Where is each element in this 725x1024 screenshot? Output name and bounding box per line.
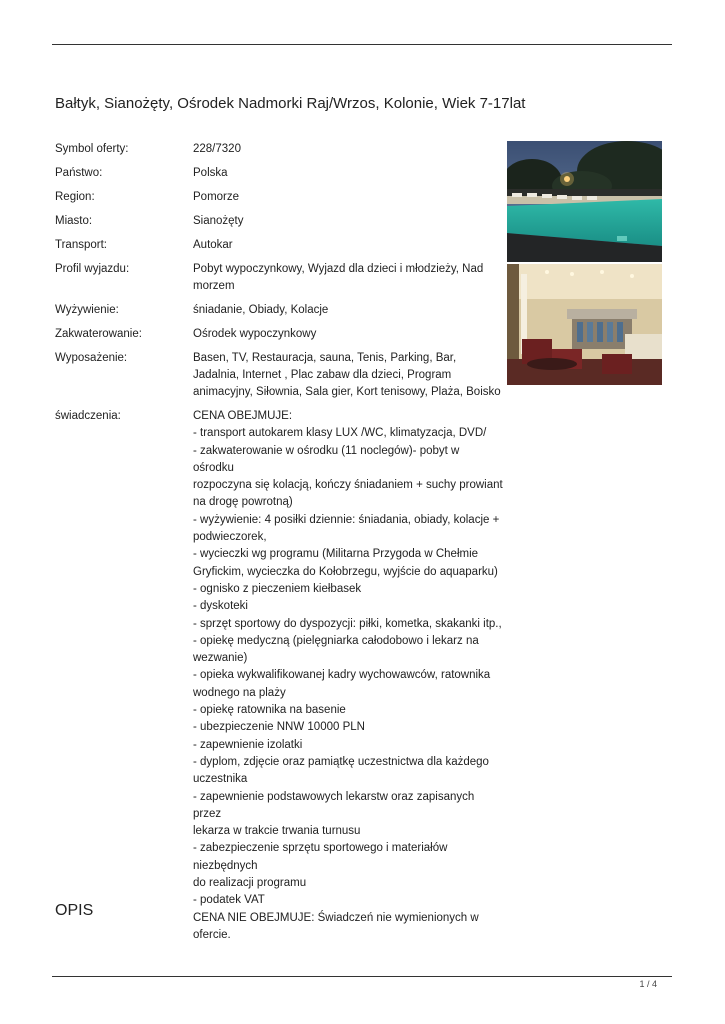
offer-specs: [55, 141, 505, 951]
spec-row-meals: [55, 302, 505, 319]
spec-value: Ośrodek wypoczynkowy: [193, 328, 317, 340]
spec-row-transport: [55, 237, 505, 254]
benefit-line: - zakwaterowanie w ośrodku (11 noclegów)- pobyt w ośrodku: [193, 444, 460, 474]
benefit-line: lekarza w trakcie trwania turnusu: [193, 825, 361, 838]
spec-value: Autokar: [193, 239, 233, 251]
benefit-line: - zapewnienie podstawowych lekarstw oraz zapisanych przez: [193, 790, 475, 820]
bar-interior-photo: [507, 264, 662, 385]
benefit-line: na drogę powrotną): [193, 496, 293, 509]
benefit-line: wezwanie): [193, 652, 248, 665]
spec-row-accommodation: [55, 326, 505, 343]
spec-value: Basen, TV, Restauracja, sauna, Tenis, Parking, Bar, Jadalnia, Internet , Plac zabaw dla dzieci, Program animacyjny, Siłownia, Sala gier, Kort tenisowy, Plaża, Boisko: [193, 352, 501, 398]
footer-rule: [52, 976, 672, 977]
benefit-line: rozpoczyna się kolacją, kończy śniadaniem + suchy prowiant: [193, 479, 503, 492]
benefit-line: uczestnika: [193, 773, 248, 786]
benefit-line: podwieczorek,: [193, 531, 267, 544]
benefit-line: - wycieczki wg programu (Militarna Przygoda w Chełmie: [193, 548, 479, 561]
benefit-line: - opiekę ratownika na basenie: [193, 704, 346, 717]
benefit-line: - zapewnienie izolatki: [193, 738, 303, 751]
spec-label: Zakwaterowanie:: [55, 328, 142, 340]
spec-label: Wyposażenie:: [55, 352, 128, 364]
spec-row-benefits: [55, 408, 505, 944]
benefit-line: - podatek VAT: [193, 894, 265, 907]
spec-value: Pomorze: [193, 191, 240, 203]
section-heading-opis: OPIS: [55, 902, 94, 919]
benefit-line: - sprzęt sportowy do dyspozycji: piłki, kometka, skakanki itp.,: [193, 617, 502, 630]
spec-row-country: [55, 165, 505, 182]
benefit-line: - transport autokarem klasy LUX /WC, klimatyzacja, DVD/: [193, 427, 487, 440]
spec-label: Wyżywienie:: [55, 304, 119, 316]
spec-value: śniadanie, Obiady, Kolacje: [193, 304, 329, 316]
benefit-line: wodnego na plaży: [193, 686, 286, 699]
benefit-line: - dyplom, zdjęcie oraz pamiątkę uczestnictwa dla każdego: [193, 755, 489, 768]
spec-row-amenities: [55, 350, 505, 401]
offer-title: Bałtyk, Sianożęty, Ośrodek Nadmorki Raj/Wrzos, Kolonie, Wiek 7-17lat: [55, 95, 526, 112]
benefit-line: Gryfickim, wycieczka do Kołobrzegu, wyjście do aquaparku): [193, 565, 498, 578]
spec-row-profile: [55, 261, 505, 295]
spec-label: świadczenia:: [55, 410, 121, 422]
spec-row-city: [55, 213, 505, 230]
benefit-line: do realizacji programu: [193, 877, 307, 890]
benefit-line: CENA NIE OBEJMUJE: Świadczeń nie wymienionych w: [193, 911, 479, 924]
spec-label: Państwo:: [55, 167, 103, 179]
benefit-line: - zabezpieczenie sprzętu sportowego i materiałów niezbędnych: [193, 842, 448, 872]
benefit-line: - opiekę medyczną (pielęgniarka całodobowo i lekarz na: [193, 634, 479, 647]
pool-photo: [507, 141, 662, 262]
spec-label: Miasto:: [55, 215, 93, 227]
spec-value: Pobyt wypoczynkowy, Wyjazd dla dzieci i młodzieży, Nad morzem: [193, 263, 484, 292]
page-number: 1 / 4: [639, 979, 657, 989]
benefit-line: ofercie.: [193, 928, 231, 941]
benefit-line: - dyskoteki: [193, 600, 248, 613]
benefit-line: - ognisko z pieczeniem kiełbasek: [193, 582, 362, 595]
benefits-list: [193, 408, 503, 944]
benefit-line: - opieka wykwalifikowanej kadry wychowawców, ratownika: [193, 669, 491, 682]
spec-value: Sianożęty: [193, 215, 244, 227]
spec-label: Region:: [55, 191, 95, 203]
spec-value: Polska: [193, 167, 228, 179]
spec-label: Transport:: [55, 239, 107, 251]
spec-row-symbol: [55, 141, 505, 158]
header-rule: [52, 44, 672, 45]
spec-row-region: [55, 189, 505, 206]
benefit-line: - ubezpieczenie NNW 10000 PLN: [193, 721, 365, 734]
spec-value: 228/7320: [193, 143, 241, 155]
benefit-line: - wyżywienie: 4 posiłki dziennie: śniadania, obiady, kolacje +: [193, 513, 500, 526]
spec-label: Profil wyjazdu:: [55, 263, 130, 275]
spec-label: Symbol oferty:: [55, 143, 129, 155]
benefit-line: CENA OBEJMUJE:: [193, 410, 293, 422]
